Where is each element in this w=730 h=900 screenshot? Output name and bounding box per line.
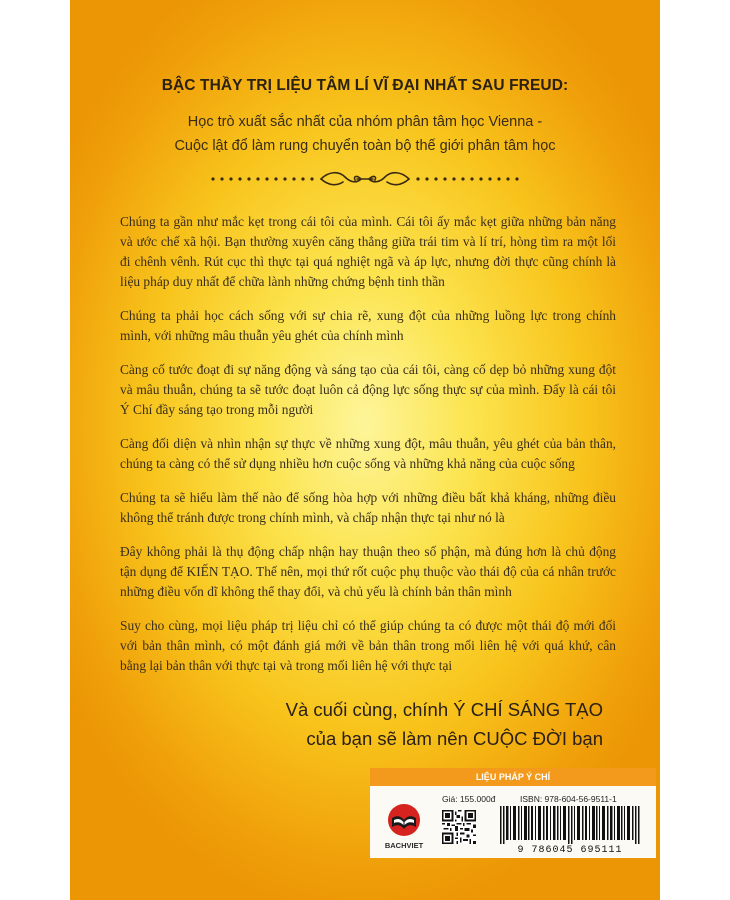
subtitle-line-1: Học trò xuất sắc nhất của nhóm phân tâm học Vienna - (187, 114, 543, 130)
publisher-logo (377, 800, 431, 862)
headline: BẬC THẦY TRỊ LIỆU TÂM LÍ VĨ ĐẠI NHẤT SAU FREUD: (161, 77, 569, 94)
paragraph: Chúng ta sẽ hiểu làm thế nào để sống hòa hợp với những điều bất khả kháng, những điều không thể tránh được trong chính mình, và chấp nhận thực tại như nó là (120, 490, 616, 525)
book-back-cover (70, 0, 660, 900)
ornament-divider-icon (205, 168, 525, 190)
barcode-icon (496, 806, 648, 844)
closing-line-2: của bạn sẽ làm nên CUỘC ĐỜI bạn (306, 728, 603, 749)
subtitle (70, 110, 660, 158)
subtitle-line-2: Cuộc lật đổ làm rung chuyển toàn bộ thế giới phân tâm học (174, 138, 556, 154)
publisher-name: BACHVIET (384, 841, 424, 850)
body-text (120, 212, 616, 690)
isbn-label: ISBN: 978-604-56-9511-1 (520, 794, 617, 804)
paragraph: Đây không phải là thụ động chấp nhận hay thuận theo số phận, mà đúng hơn là chủ động tận dụng để KIẾN TẠO. Thế nên, mọi thứ rốt cuộc phụ thuộc vào thái độ của cá nhân trước những điều vốn dĩ không thể thay đổi, và chủ yếu là chính bản thân mình (120, 544, 616, 599)
barcode-number: 9 786045 695111 (517, 845, 623, 856)
publisher-logo-icon (377, 800, 431, 842)
closing-line-1: Và cuối cùng, chính Ý CHÍ SÁNG TẠO (285, 699, 603, 720)
book-info-title: LIỆU PHÁP Ý CHÍ (370, 768, 656, 786)
paragraph: Suy cho cùng, mọi liệu pháp trị liệu chỉ có thể giúp chúng ta có được một thái độ mới đối với bản thân mình, có một đánh giá mới về bản thân trong mối liên hệ với quá khứ, cân bằng lại bản thân với thực tại và trong mối liên hệ với thực tại (120, 618, 616, 673)
paragraph: Càng cố tước đoạt đi sự năng động và sáng tạo của cái tôi, càng cố dẹp bỏ những xung đột và mâu thuẫn, chúng ta sẽ tước đoạt luôn cả động lực sống thực sự của mình. Đấy là cái tôi Ý Chí đầy sáng tạo trong mỗi người (120, 362, 616, 417)
paragraph: Chúng ta gần như mắc kẹt trong cái tôi của mình. Cái tôi ấy mắc kẹt giữa những bản năng và ước chế xã hội. Bạn thường xuyên căng thẳng giữa trái tim và lí trí, hòng tìm ra một lối đi chênh vênh. Rút cục thì thực tại quá nghiệt ngã và áp lực, nhưng đời thực cũng chính là liệu pháp duy nhất để chữa lành những chứng bệnh tinh thần (120, 214, 616, 289)
closing-quote (286, 695, 603, 753)
qr-code-icon (442, 810, 476, 844)
price-label: Giá: 155.000đ (442, 794, 496, 804)
paragraph: Chúng ta phải học cách sống với sự chia rẽ, xung đột của những luồng lực trong chính mình, với những mâu thuẫn yêu ghét của chính mình (120, 308, 616, 343)
paragraph: Càng đối diện và nhìn nhận sự thực về những xung đột, mâu thuẫn, yêu ghét của bản thân, chúng ta càng có thể sử dụng nhiều hơn cuộc sống và những khả năng của cuộc sống (120, 436, 616, 471)
